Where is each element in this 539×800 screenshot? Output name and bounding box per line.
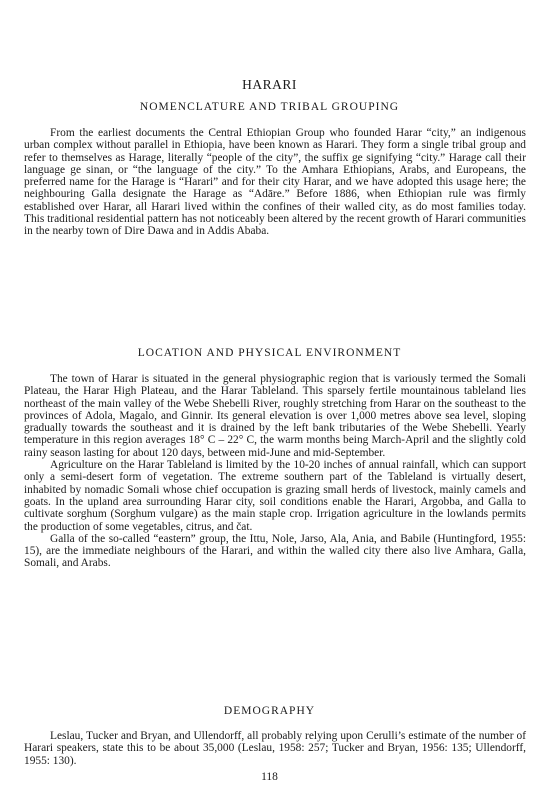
section-heading-nomenclature: NOMENCLATURE AND TRIBAL GROUPING bbox=[139, 101, 400, 113]
section-heading-location: LOCATION AND PHYSICAL ENVIRONMENT bbox=[137, 347, 402, 359]
paragraph: Galla of the so-called “eastern” group, the Ittu, Nole, Jarso, Ala, Ania, and Babile (Huntingford, 1955: 15), are the immediate neighbours of the Harari, and within the walled city there also live Amhara, Galla, Somali, and Arabs. bbox=[24, 532, 526, 570]
paragraph: Agriculture on the Harar Tableland is limited by the 10-20 inches of annual rainfall, which can support only a semi-desert form of vegetation. The extreme southern part of the Tableland is virtually desert, inhabited by nomadic Somali whose chief occupation is grazing small herds of livestock, mainly camels and goats. In the upland area surrounding Harar city, soil conditions enable the Harari, Argobba, and Galla to cultivate sorghum (Sorghum vulgare) as the main staple crop. Irrigation agriculture in the lowlands permits the production of some vegetables, citrus, and čat. bbox=[24, 459, 526, 533]
page-title: HARARI bbox=[242, 77, 297, 92]
section-body-demography bbox=[24, 730, 526, 767]
page-number: 118 bbox=[261, 771, 278, 783]
section-body-location bbox=[24, 373, 526, 570]
section-body-nomenclature bbox=[24, 127, 526, 238]
paragraph: The town of Harar is situated in the general physiographic region that is variously termed the Somali Plateau, the Harar High Plateau, and the Harar Tableland. This sparsely fertile mountainous tableland lies northeast of the main valley of the Webe Shebelli River, roughly stretching from Harar on the southeast to the provinces of Adola, Magalo, and Ginnir. Its general elevation is over 1,000 metres above sea level, sloping gradually towards the southeast and it is drained by the left bank tributaries of the Webe Shebelli. Yearly temperature in this region averages 18° C – 22° C, the warm months being March-April and the slightly cold rainy season lasting for about 120 days, between mid-June and mid-September. bbox=[24, 373, 526, 459]
paragraph: From the earliest documents the Central Ethiopian Group who founded Harar “city,” an indigenous urban complex without parallel in Ethiopia, have been known as Harari. They form a single tribal group and refer to themselves as Harage, literally “people of the city”, the suffix ge signifying “city.” Harage call their language ge sinan, or “the language of the city.” To the Amhara Ethiopians, Arabs, and Europeans, the preferred name for the Harage is “Harari” and for their city Harar, and we have adopted this usage here; the neighbouring Galla designate the Harage as “Adāre.” Before 1886, when Ethiopian rule was firmly established over Harar, all Harari lived within the confines of their walled city, as do most families today. This traditional residential pattern has not noticeably been altered by the recent growth of Harari communities in the nearby town of Dire Dawa and in Addis Ababa. bbox=[24, 127, 526, 238]
section-heading-demography: DEMOGRAPHY bbox=[223, 705, 316, 717]
paragraph: Leslau, Tucker and Bryan, and Ullendorff, all probably relying upon Cerulli’s estimate of the number of Harari speakers, state this to be about 35,000 (Leslau, 1958: 257; Tucker and Bryan, 1956: 135; Ullendorff, 1955: 130). bbox=[24, 730, 526, 767]
